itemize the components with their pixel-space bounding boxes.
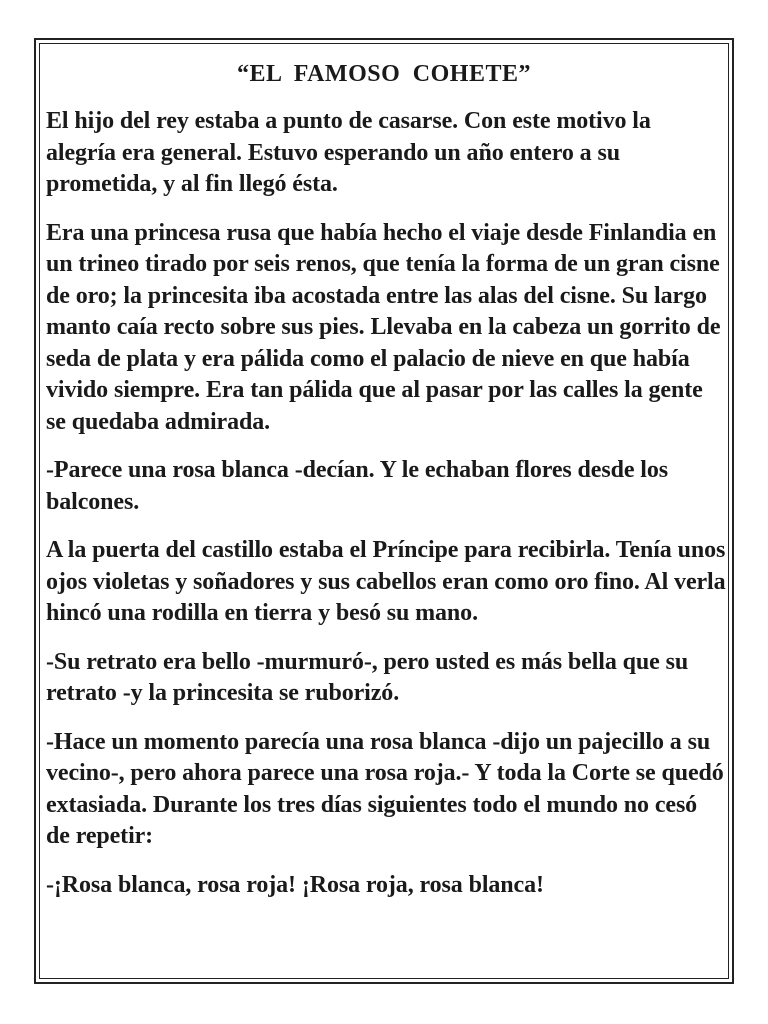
paragraph-1: El hijo del rey estaba a punto de casarse. Con este motivo la alegría era general. Estuvo esperando un año entero a su prometida, y al fin llegó ésta.	[46, 108, 651, 197]
paragraph-7: -¡Rosa blanca, rosa roja! ¡Rosa roja, rosa blanca!	[46, 871, 544, 898]
paragraph-6: -Hace un momento parecía una rosa blanca -dijo un pajecillo a su vecino-, pero ahora parece una rosa roja.- Y toda la Corte se quedó extasiada. Durante los tres días siguientes todo el mundo no cesó de repetir:	[46, 728, 724, 849]
story-title: “EL FAMOSO COHETE”	[237, 61, 531, 87]
paragraph-5: -Su retrato era bello -murmuró-, pero usted es más bella que su retrato -y la princesita se ruborizó.	[46, 648, 689, 706]
story-body	[46, 106, 726, 918]
paragraph-4: A la puerta del castillo estaba el Príncipe para recibirla. Tenía unos ojos violetas y soñadores y sus cabellos eran como oro fino. Al verla hincó una rodilla en tierra y besó su mano.	[46, 537, 726, 626]
paragraph-2: Era una princesa rusa que había hecho el viaje desde Finlandia en un trineo tirado por seis renos, que tenía la forma de un gran cisne de oro; la princesita iba acostada entre las alas del cisne. Su largo manto caía recto sobre sus pies. Llevaba en la cabeza un gorrito de seda de plata y era pálida como el palacio de nieve en que había vivido siempre. Era tan pálida que al pasar por las calles la gente se quedaba admirada.	[46, 219, 721, 435]
paragraph-3: -Parece una rosa blanca -decían. Y le echaban flores desde los balcones.	[46, 457, 668, 515]
